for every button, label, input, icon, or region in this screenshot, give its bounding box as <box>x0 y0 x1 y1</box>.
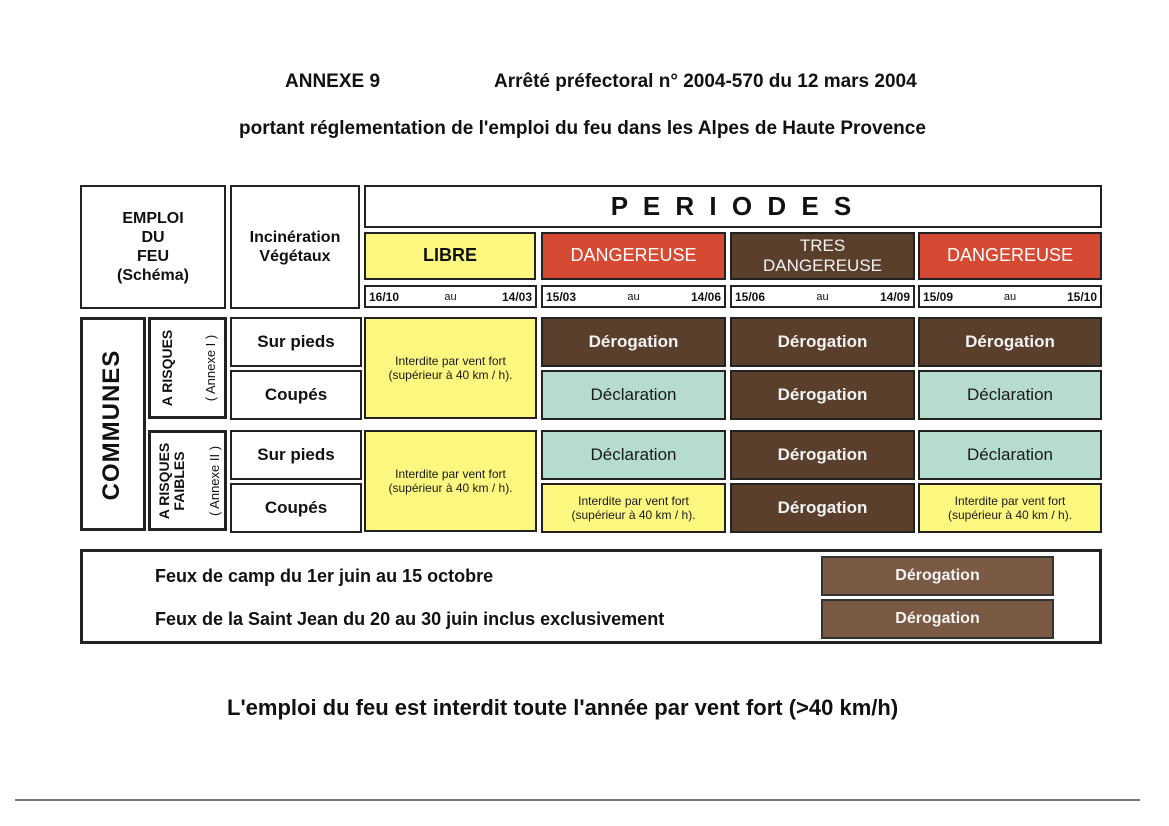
date-to: 15/10 <box>1066 289 1097 304</box>
group-a-risques-faibles-label: A RISQUES FAIBLES <box>156 442 188 520</box>
g1-r1-tres-dangereuse: Dérogation <box>730 317 915 367</box>
date-au: au <box>1003 290 1017 303</box>
row-sur-pieds-2: Sur pieds <box>230 430 362 480</box>
period-libre-dates <box>364 285 537 308</box>
g2-r2-tres-dangereuse: Dérogation <box>730 483 915 533</box>
group-a-risques-annexe: ( Annexe I ) <box>203 334 218 402</box>
libre-group2-cell: Interdite par vent fort (supérieur à 40 km / h). <box>364 430 537 532</box>
feux-de-camp-label: Feux de camp du 1er juin au 15 octobre <box>155 566 494 586</box>
g2-r1-tres-dangereuse: Dérogation <box>730 430 915 480</box>
period-tres-dangereuse-dates <box>730 285 915 308</box>
g1-r2-dangereuse-2: Déclaration <box>918 370 1102 420</box>
period-dangereuse-2-dates <box>918 285 1102 308</box>
g1-r1-dangereuse: Dérogation <box>541 317 726 367</box>
periodes-title: P E R I O D E S <box>364 185 1102 228</box>
g2-r2-dangereuse-2: Interdite par vent fort (supérieur à 40 km / h). <box>918 483 1102 533</box>
saint-jean-value: Dérogation <box>821 599 1054 639</box>
annexe-number: ANNEXE 9 <box>285 71 381 92</box>
date-to: 14/09 <box>879 289 910 304</box>
saint-jean-label: Feux de la Saint Jean du 20 au 30 juin inclus exclusivement <box>155 609 665 629</box>
group-a-risques-faibles <box>148 430 227 531</box>
row-coupes-1: Coupés <box>230 370 362 420</box>
incineration-header: Incinération Végétaux <box>230 185 360 309</box>
subtitle: portant réglementation de l'emploi du feu dans les Alpes de Haute Provence <box>239 118 926 139</box>
group-a-risques <box>148 317 227 419</box>
date-to: 14/06 <box>690 289 721 304</box>
date-from: 15/03 <box>546 289 577 304</box>
date-to: 14/03 <box>501 289 532 304</box>
communes-label: COMMUNES <box>98 349 125 501</box>
group-a-risques-faibles-annexe: ( Annexe II ) <box>207 445 222 517</box>
row-sur-pieds-1: Sur pieds <box>230 317 362 367</box>
communes-box <box>80 317 146 531</box>
group-a-risques-label: A RISQUES <box>159 329 175 407</box>
date-from: 15/06 <box>735 289 766 304</box>
arrete-title: Arrêté préfectoral n° 2004-570 du 12 mars 2004 <box>494 71 917 92</box>
period-dangereuse-1: DANGEREUSE <box>541 232 726 280</box>
date-from: 16/10 <box>369 289 400 304</box>
emploi-du-feu-header: EMPLOI DU FEU (Schéma) <box>80 185 226 309</box>
period-tres-dangereuse: TRES DANGEREUSE <box>730 232 915 280</box>
scan-line <box>15 799 1140 801</box>
date-au: au <box>816 290 829 303</box>
period-dangereuse-1-dates <box>541 285 726 308</box>
feux-de-camp-value: Dérogation <box>821 556 1054 596</box>
libre-group1-cell: Interdite par vent fort (supérieur à 40 km / h). <box>364 317 537 419</box>
period-dangereuse-2: DANGEREUSE <box>918 232 1102 280</box>
date-from: 15/09 <box>923 289 954 304</box>
g2-r2-dangereuse: Interdite par vent fort (supérieur à 40 km / h). <box>541 483 726 533</box>
g1-r2-dangereuse: Déclaration <box>541 370 726 420</box>
date-au: au <box>627 290 640 303</box>
period-libre: LIBRE <box>364 232 536 280</box>
footer-note: L'emploi du feu est interdit toute l'année par vent fort (>40 km/h) <box>227 695 899 720</box>
g2-r1-dangereuse-2: Déclaration <box>918 430 1102 480</box>
g1-r1-dangereuse-2: Dérogation <box>918 317 1102 367</box>
g2-r1-dangereuse: Déclaration <box>541 430 726 480</box>
row-coupes-2: Coupés <box>230 483 362 533</box>
g1-r2-tres-dangereuse: Dérogation <box>730 370 915 420</box>
date-au: au <box>444 290 457 303</box>
